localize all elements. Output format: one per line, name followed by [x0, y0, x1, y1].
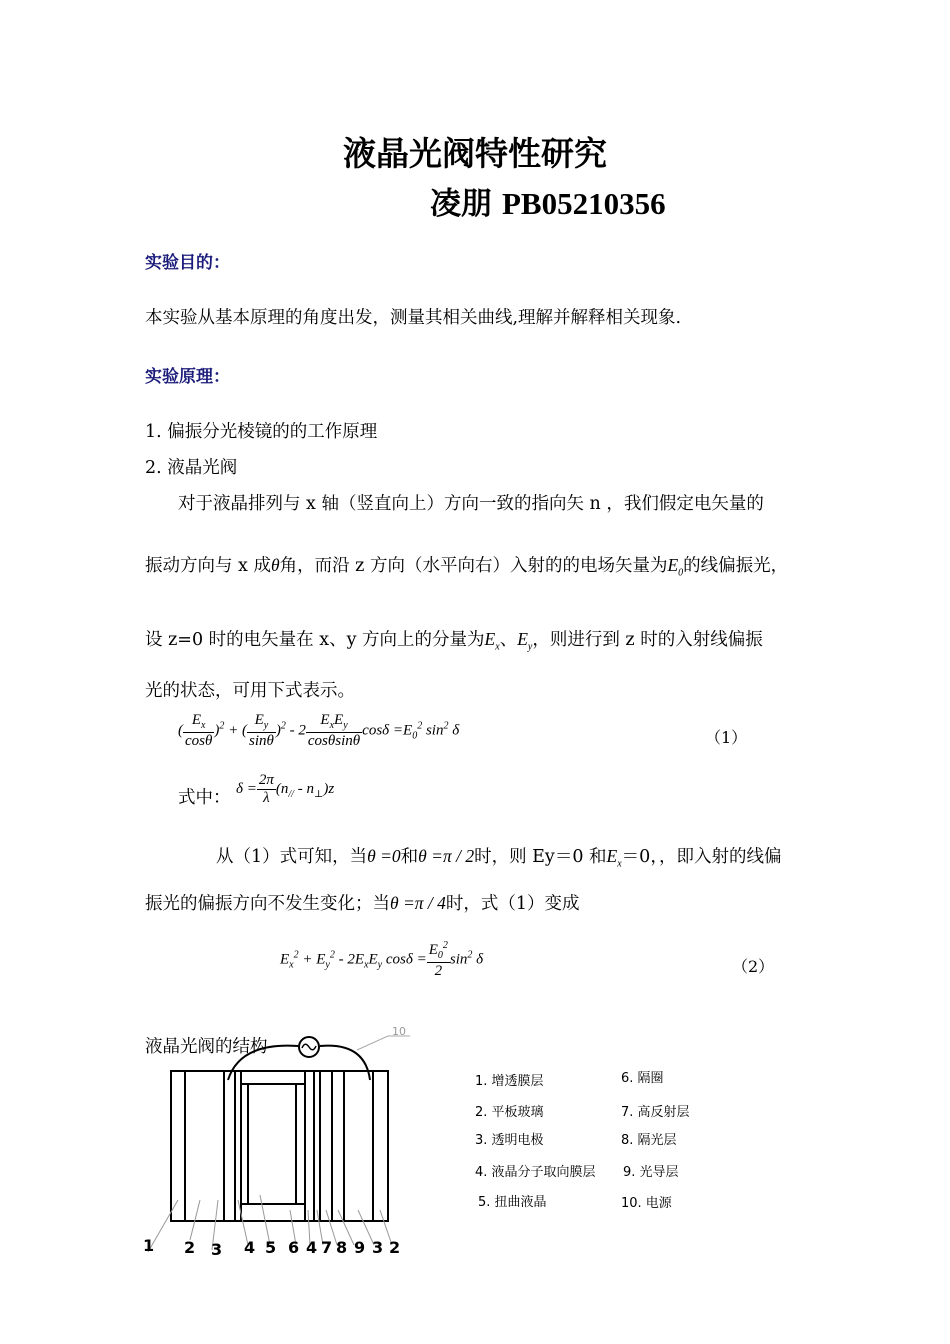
diagram-frame [171, 1071, 388, 1221]
diagram-label-8: 8 [336, 1238, 348, 1257]
legend-item-6: 6. 隔圈 [621, 1071, 664, 1086]
text-span: ，则进行到 z 时的入射线偏振 [532, 630, 763, 650]
text-span: 设 z=0 时的电矢量在 x、y 方向上的分量为 [145, 630, 485, 650]
diagram-label-4: 4 [244, 1238, 256, 1257]
legend-item-7: 7. 高反射层 [621, 1105, 690, 1120]
text-span: 角，而沿 z 方向（水平向右）入射的的电场矢量为 [279, 556, 668, 576]
author-line [430, 178, 666, 223]
diagram-label-1: 1 [143, 1236, 155, 1255]
theta-zero: θ =0 [367, 846, 401, 866]
body-line-1: 对于液晶排列与 x 轴（竖直向上）方向一致的指向矢 n ，我们假定电矢量的 [178, 494, 764, 514]
Ex-symbol [484, 629, 500, 653]
symbol-sub: y [527, 641, 533, 653]
equation-2-number: （2） [732, 957, 775, 976]
lc-valve-diagram [140, 1020, 440, 1260]
legend-item-10: 10. 电源 [621, 1196, 672, 1211]
list-item-1: 1. 偏振分光棱镜的的工作原理 [145, 422, 378, 442]
list-item-2: 2. 液晶光阀 [145, 458, 238, 478]
symbol-letter: E [517, 629, 528, 649]
legend-item-2: 2. 平板玻璃 [475, 1105, 544, 1120]
body-line-3 [145, 626, 763, 653]
diagram-label-6: 6 [288, 1238, 300, 1257]
text-span: 时，式（1）变成 [445, 894, 580, 914]
page-title: 液晶光阀特性研究 [343, 134, 607, 173]
Ey-symbol [517, 629, 533, 653]
equation-1-number: （1） [705, 728, 748, 747]
legend-item-1: 1. 增透膜层 [475, 1074, 544, 1089]
shizhong-label: 式中： [178, 788, 231, 808]
diagram-label-5: 5 [265, 1238, 277, 1257]
theta-symbol: θ [271, 555, 280, 575]
legend-item-9: 9. 光导层 [623, 1165, 679, 1180]
equation-2: $E_x^2 + E_y^2 - 2E_xE_y$ cosδ = $\frac{E_0^2}{2}$ $\sin^2 \delta$ [280, 940, 484, 979]
text-span: 、 [499, 630, 518, 650]
symbol-sub: x [617, 858, 622, 870]
body-line-4: 光的状态，可用下式表示。 [145, 681, 355, 701]
text-span: 的线偏振光， [683, 556, 789, 576]
equation-delta: δ = $\frac{2\pi}{\lambda}$ $(n_{//} - n_\perp)z$ [236, 772, 335, 807]
diagram-layers [185, 1071, 373, 1221]
body-line-5 [216, 843, 782, 870]
text-span: 时，则 Ey＝0 和 [474, 847, 607, 867]
purpose-heading: 实验目的： [145, 253, 230, 273]
principle-heading: 实验原理： [145, 367, 230, 387]
power-wire-left [228, 1046, 298, 1080]
diagram-label-2b: 2 [389, 1238, 401, 1257]
symbol-letter: E [484, 629, 496, 649]
legend-item-3: 3. 透明电极 [475, 1133, 544, 1148]
Ex-symbol [606, 846, 622, 870]
text-span: 振光的偏振方向不发生变化；当 [145, 894, 390, 914]
structure-caption: 液晶光阀的结构 [145, 1037, 268, 1057]
text-span: 和 [400, 847, 419, 867]
diagram-label-3b: 3 [372, 1238, 384, 1257]
legend-item-8: 8. 隔光层 [621, 1133, 677, 1148]
legend-item-4: 4. 液晶分子取向膜层 [475, 1165, 596, 1180]
purpose-text: 本实验从基本原理的角度出发，测量其相关曲线,理解并解释相关现象. [145, 308, 682, 328]
symbol-letter: E [667, 555, 679, 575]
text-span: ，，即入射的线偏 [650, 847, 782, 867]
diagram-label-4b: 4 [306, 1238, 318, 1257]
legend-item-5: 5. 扭曲液晶 [478, 1195, 547, 1210]
symbol-sub: 0 [678, 567, 684, 579]
symbol-sub: x [495, 641, 500, 653]
diagram-label-3: 3 [211, 1240, 223, 1259]
body-line-6 [145, 890, 580, 915]
equation-1: ( $\frac{E_x}{\cos\theta}$ )$^2$ + ( $\frac{E_y}{\sin\theta}$ )$^2$ - 2 $\frac{E_xE_y}{\cos\theta\sin\theta}$ $\cos\delta =E_0^2$ $\sin^2 \delta$ [178, 712, 460, 749]
text-span: 从（1）式可知，当 [216, 847, 368, 867]
callout-10: 10 [392, 1025, 406, 1038]
theta-pi-quarter: θ =π / 4 [390, 893, 446, 913]
E0-symbol [667, 555, 684, 579]
body-line-2 [145, 552, 788, 579]
text-span: 振动方向与 x 成 [145, 556, 271, 576]
symbol-letter: E [606, 846, 618, 866]
student-id: PB05210356 [502, 186, 666, 221]
text-span: ＝0 [621, 847, 651, 867]
diagram-label-2: 2 [184, 1238, 196, 1257]
author-name: 凌朋 [430, 186, 492, 222]
liquid-crystal-cell [248, 1084, 296, 1204]
diagram-label-7: 7 [321, 1238, 333, 1257]
theta-pi-half: θ =π / 2 [418, 846, 475, 866]
diagram-label-9: 9 [354, 1238, 366, 1257]
